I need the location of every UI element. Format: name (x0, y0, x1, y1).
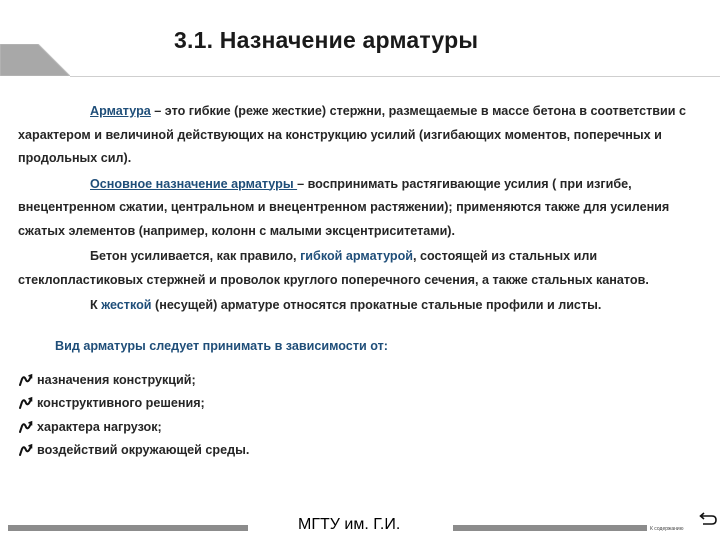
title-divider (70, 76, 720, 77)
list-item-text: характера нагрузок; (37, 419, 162, 434)
list-item-text: воздействий окружающей среды. (37, 443, 250, 458)
return-arrow-icon[interactable] (698, 511, 718, 527)
page-title: 3.1. Назначение арматуры (174, 27, 479, 53)
term-main-purpose: Основное назначение арматуры (90, 176, 298, 191)
paragraph-main-purpose (18, 173, 688, 244)
paragraph-4-after: (несущей) арматуре относятся прокатные стальные профили и листы. (151, 298, 602, 312)
term-rigid-reinforcement: жесткой (101, 298, 152, 312)
curved-arrow-bullet-icon (18, 396, 33, 410)
paragraph-2-text: – воспринимать растягивающие усилия ( при изгибе, внецентренном сжатии, центральном и внецентренном растяжении); применяются также для усиления сжатых элементов (например, колонн с малыми эксцентриситетами). (18, 176, 670, 238)
list-item (18, 415, 249, 439)
contents-link[interactable]: К содержанию (650, 526, 684, 532)
paragraph-1-text: – это гибкие (реже жесткие) стержни, размещаемые в массе бетона в соответствии с характером и величиной действующих на конструкцию усилий (изгибающих моментов, поперечных и продольных сил). (18, 104, 687, 165)
curved-arrow-bullet-icon (18, 443, 33, 457)
paragraph-4-before: К (90, 298, 102, 312)
paragraph-flexible-reinforcement (18, 245, 688, 292)
paragraph-3-after: , состоящей из стальных или стеклопластиковых стержней и проволок круглого поперечного сечения, а также стальных канатов. (18, 249, 649, 287)
paragraph-rigid-reinforcement (18, 294, 688, 318)
term-flexible-reinforcement: гибкой арматурой (300, 249, 414, 263)
list-item (18, 368, 249, 392)
paragraph-armatura-definition (18, 100, 688, 171)
list-item (18, 439, 249, 463)
reinforcement-type-heading: Вид арматуры следует принимать в зависимости от: (55, 339, 388, 353)
list-item-text: конструктивного решения; (37, 396, 205, 411)
footer-label: МГТУ им. Г.И. (298, 516, 401, 533)
criteria-list (18, 368, 249, 462)
title-corner-decoration (0, 44, 70, 76)
footer-bar-right (453, 525, 647, 531)
curved-arrow-bullet-icon (18, 373, 33, 387)
footer-bar-left (8, 525, 248, 531)
paragraph-3-before: Бетон усиливается, как правило, (90, 249, 301, 263)
term-armatura: Арматура (90, 104, 151, 118)
list-item (18, 392, 249, 416)
curved-arrow-bullet-icon (18, 420, 33, 434)
content-body (18, 100, 688, 318)
list-item-text: назначения конструкций; (37, 372, 196, 387)
